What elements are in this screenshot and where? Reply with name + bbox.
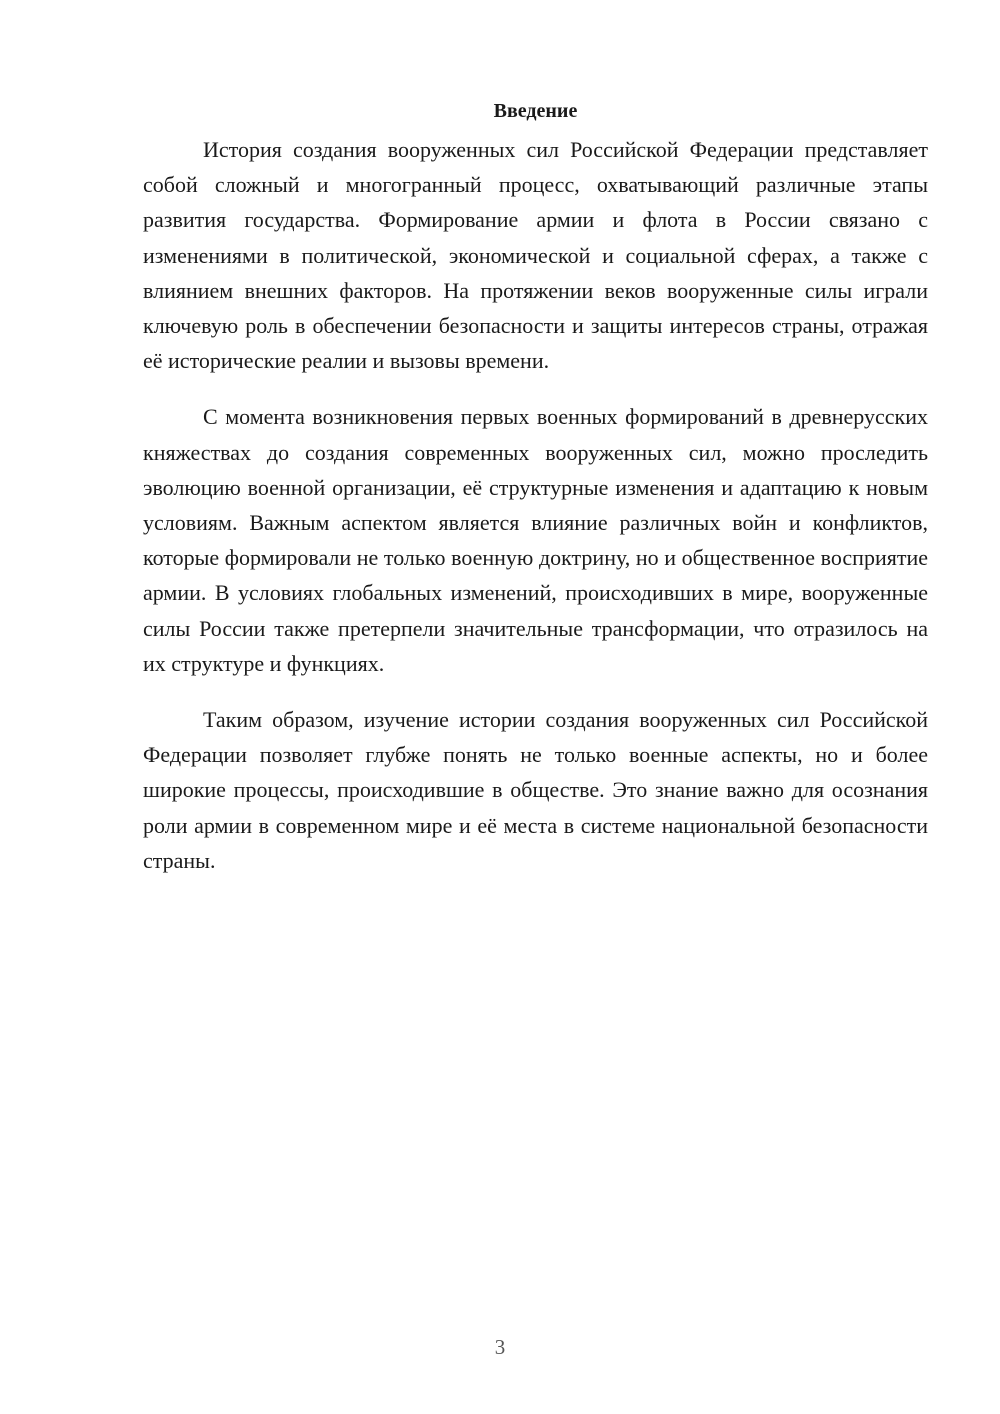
document-page bbox=[143, 96, 928, 878]
paragraph-1: История создания вооруженных сил Российской Федерации представляет собой сложный и многогранный процесс, охватывающий различные этапы развития государства. Формирование армии и флота в России связано с изменениями в политической, экономической и социальной сферах, а также с влиянием внешних факторов. На протяжении веков вооруженные силы играли ключевую роль в обеспечении безопасности и защиты интересов страны, отражая её исторические реалии и вызовы времени. bbox=[143, 137, 928, 374]
section-title: Введение bbox=[493, 100, 578, 122]
paragraph-2: С момента возникновения первых военных формирований в древнерусских княжествах до создания современных вооруженных сил, можно проследить эволюцию военной организации, её структурные изменения и адаптацию к новым условиям. Важным аспектом является влияние различных войн и конфликтов, которые формировали не только военную доктрину, но и общественное восприятие армии. В условиях глобальных изменений, происходивших в мире, вооруженные силы России также претерпели значительные трансформации, что отразилось на их структуре и функциях. bbox=[143, 404, 928, 676]
page-number: 3 bbox=[494, 1335, 506, 1359]
paragraph-3: Таким образом, изучение истории создания вооруженных сил Российской Федерации позволяет глубже понять не только военные аспекты, но и более широкие процессы, происходившие в обществе. Это знание важно для осознания роли армии в современном мире и её места в системе национальной безопасности страны. bbox=[143, 707, 928, 873]
